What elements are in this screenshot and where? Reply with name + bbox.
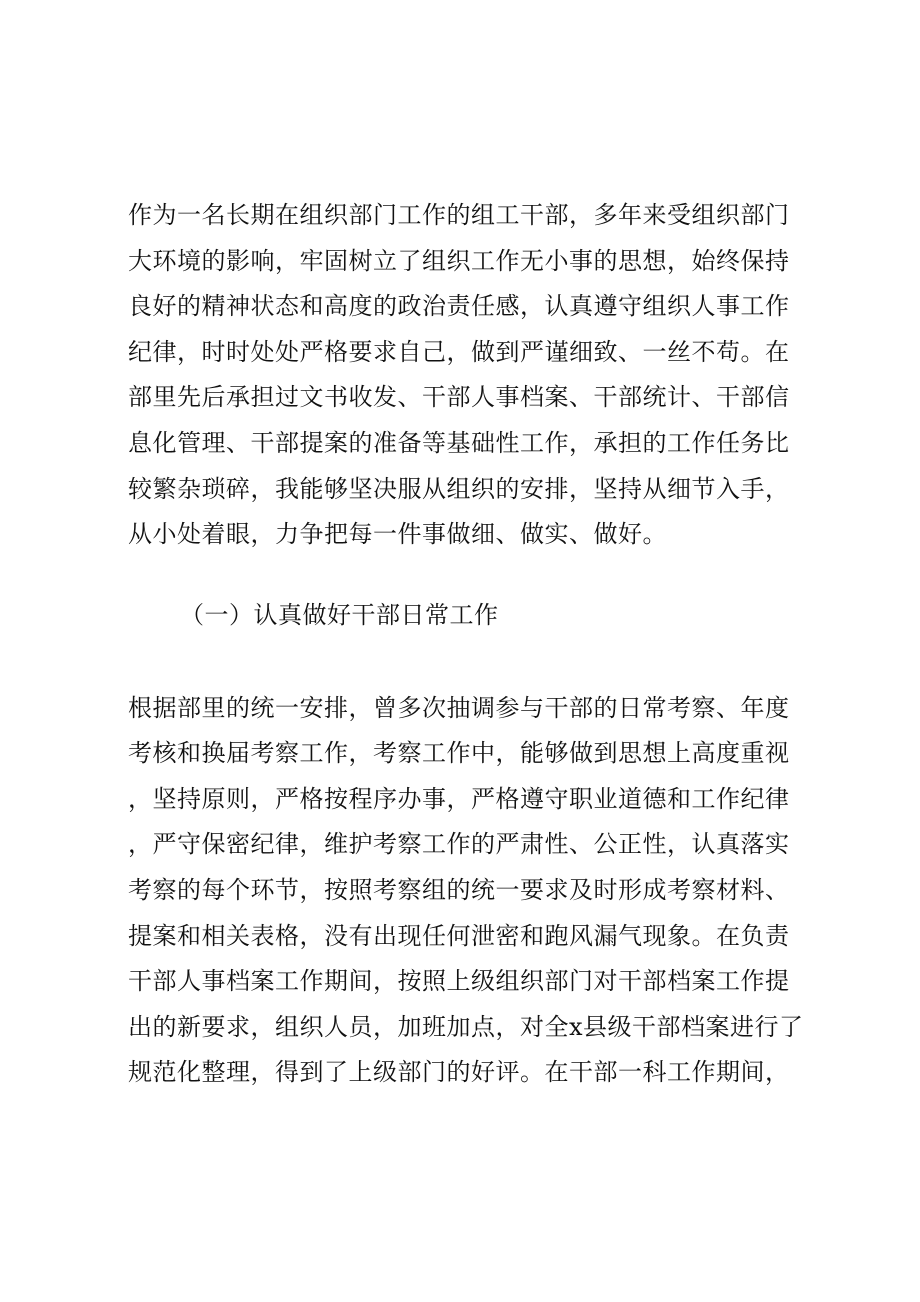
text-line: 干部人事档案工作期间，按照上级组织部门对干部档案工作提 <box>128 967 790 995</box>
text-line: ，坚持原则，严格按程序办事，严格遵守职业道德和工作纪律 <box>128 785 790 813</box>
text-line: 考核和换届考察工作，考察工作中，能够做到思想上高度重视 <box>128 739 790 767</box>
text-line: ，严守保密纪律，维护考察工作的严肃性、公正性，认真落实 <box>128 830 790 858</box>
text-line: 规范化整理，得到了上级部门的好评。在干部一科工作期间， <box>128 1058 790 1086</box>
text-line: 从小处着眼，力争把每一件事做细、做实、做好。 <box>128 520 667 548</box>
text-line: 息化管理、干部提案的准备等基础性工作，承担的工作任务比 <box>128 429 790 457</box>
text-line: 出的新要求，组织人员，加班加点，对全x县级干部档案进行了 <box>128 1013 804 1041</box>
text-line: 根据部里的统一安排，曾多次抽调参与干部的日常考察、年度 <box>128 694 790 722</box>
text-line: 纪律，时时处处严格要求自己，做到严谨细致、一丝不苟。在 <box>128 338 790 366</box>
text-line: 部里先后承担过文书收发、干部人事档案、干部统计、干部信 <box>128 383 790 411</box>
text-line: 作为一名长期在组织部门工作的组工干部，多年来受组织部门 <box>128 201 790 229</box>
text-line: 考察的每个环节，按照考察组的统一要求及时形成考察材料、 <box>128 876 790 904</box>
text-line: 提案和相关表格，没有出现任何泄密和跑风漏气现象。在负责 <box>128 922 790 950</box>
text-line: 大环境的影响，牢固树立了组织工作无小事的思想，始终保持 <box>128 247 790 275</box>
text-line: 良好的精神状态和高度的政治责任感，认真遵守组织人事工作 <box>128 292 790 320</box>
text-line: 较繁杂琐碎，我能够坚决服从组织的安排，坚持从细节入手， <box>128 475 790 503</box>
section-heading: （一）认真做好干部日常工作 <box>180 601 499 629</box>
